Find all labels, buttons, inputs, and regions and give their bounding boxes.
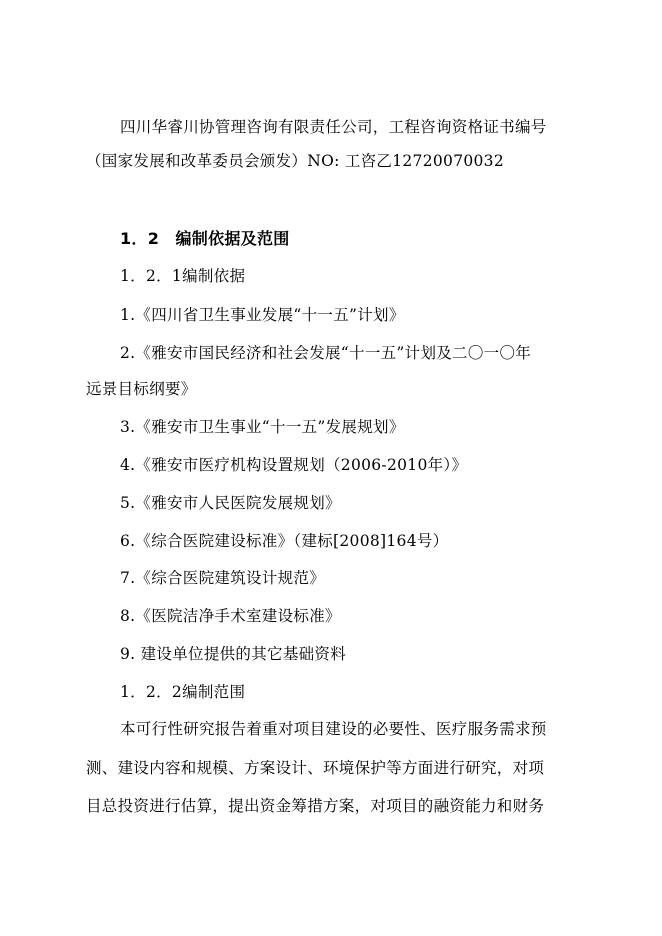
basis-item-2-cont: 远景目标纲要》 xyxy=(86,380,197,398)
section-heading: 1．2 编制依据及范围 xyxy=(120,229,290,248)
basis-item-5: 5.《雅安市人民医院发展规划》 xyxy=(120,494,341,512)
scope-line-2: 测、建设内容和规模、方案设计、环境保护等方面进行研究，对项 xyxy=(86,759,545,777)
basis-item-6: 6.《综合医院建设标准》（建标[2008]164号） xyxy=(120,532,449,550)
basis-item-2: 2.《雅安市国民经济和社会发展“十一五”计划及二〇一〇年 xyxy=(120,344,532,362)
basis-item-3: 3.《雅安市卫生事业“十一五”发展规划》 xyxy=(120,418,405,436)
basis-item-9: 9. 建设单位提供的其它基础资料 xyxy=(120,645,347,663)
basis-item-1: 1.《四川省卫生事业发展“十一五”计划》 xyxy=(120,306,405,324)
intro-line-1: 四川华睿川协管理咨询有限责任公司，工程咨询资格证书编号 xyxy=(120,118,547,136)
intro-line-2: （国家发展和改革委员会颁发）NO: 工咨乙12720070032 xyxy=(86,152,504,170)
basis-item-7: 7.《综合医院建筑设计规范》 xyxy=(120,569,325,587)
basis-item-8: 8.《医院洁净手术室建设标准》 xyxy=(120,607,341,625)
subsection-title-basis: 1．2．1编制依据 xyxy=(120,267,246,285)
scope-line-3: 目总投资进行估算，提出资金筹措方案，对项目的融资能力和财务 xyxy=(86,797,545,815)
subsection-title-scope: 1．2．2编制范围 xyxy=(120,683,246,701)
scope-line-1: 本可行性研究报告着重对项目建设的必要性、医疗服务需求预 xyxy=(120,720,547,738)
basis-item-4: 4.《雅安市医疗机构设置规划（2006-2010年）》 xyxy=(120,456,468,474)
